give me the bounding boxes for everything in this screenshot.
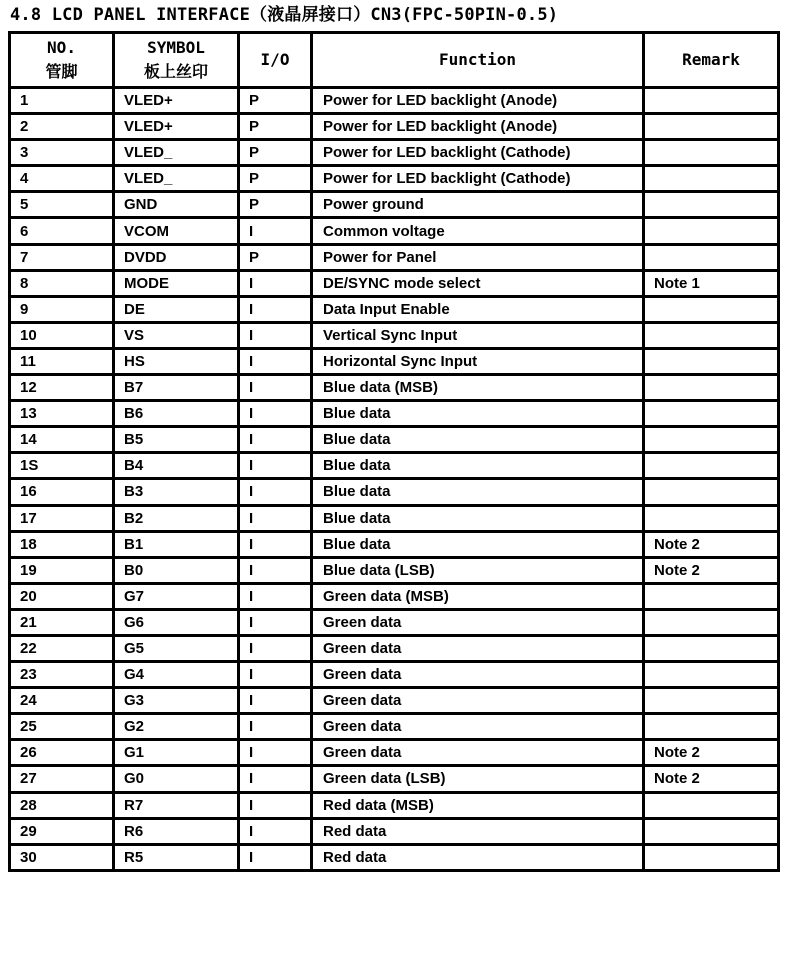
cell-remark bbox=[644, 635, 779, 661]
table-row bbox=[10, 427, 779, 453]
table-row bbox=[10, 296, 779, 322]
cell-io: I bbox=[239, 688, 312, 714]
cell-function: Green data (MSB) bbox=[312, 583, 644, 609]
cell-no: 17 bbox=[10, 505, 114, 531]
cell-remark bbox=[644, 218, 779, 244]
cell-remark bbox=[644, 844, 779, 870]
cell-remark bbox=[644, 714, 779, 740]
cell-no: 29 bbox=[10, 818, 114, 844]
column-header-function: Function bbox=[312, 33, 644, 88]
cell-function: Blue data bbox=[312, 531, 644, 557]
cell-io: I bbox=[239, 322, 312, 348]
cell-no: 11 bbox=[10, 348, 114, 374]
cell-no: 25 bbox=[10, 714, 114, 740]
cell-function: Green data bbox=[312, 740, 644, 766]
column-header-symbol bbox=[114, 33, 239, 88]
cell-remark: Note 2 bbox=[644, 557, 779, 583]
cell-io: I bbox=[239, 844, 312, 870]
cell-no: 1S bbox=[10, 453, 114, 479]
cell-function: Power for LED backlight (Anode) bbox=[312, 114, 644, 140]
cell-remark bbox=[644, 427, 779, 453]
cell-symbol: G4 bbox=[114, 662, 239, 688]
cell-no: 19 bbox=[10, 557, 114, 583]
cell-function: Blue data bbox=[312, 427, 644, 453]
table-row bbox=[10, 401, 779, 427]
column-header-no bbox=[10, 33, 114, 88]
table-row bbox=[10, 635, 779, 661]
cell-symbol: B4 bbox=[114, 453, 239, 479]
cell-io: P bbox=[239, 244, 312, 270]
cell-symbol: DE bbox=[114, 296, 239, 322]
cell-io: I bbox=[239, 218, 312, 244]
cell-no: 27 bbox=[10, 766, 114, 792]
cell-function: Green data (LSB) bbox=[312, 766, 644, 792]
cell-io: I bbox=[239, 557, 312, 583]
cell-function: Blue data bbox=[312, 453, 644, 479]
cell-symbol: VLED+ bbox=[114, 88, 239, 114]
table-row bbox=[10, 714, 779, 740]
cell-remark bbox=[644, 583, 779, 609]
table-row bbox=[10, 609, 779, 635]
table-row bbox=[10, 662, 779, 688]
column-header-no-en: NO. bbox=[47, 38, 76, 57]
cell-io: P bbox=[239, 192, 312, 218]
cell-symbol: VLED+ bbox=[114, 114, 239, 140]
column-header-symbol-en: SYMBOL bbox=[147, 38, 205, 57]
cell-function: Power for LED backlight (Cathode) bbox=[312, 166, 644, 192]
cell-symbol: R6 bbox=[114, 818, 239, 844]
cell-io: I bbox=[239, 583, 312, 609]
cell-symbol: G2 bbox=[114, 714, 239, 740]
cell-symbol: G7 bbox=[114, 583, 239, 609]
table-row bbox=[10, 844, 779, 870]
cell-function: Blue data bbox=[312, 401, 644, 427]
cell-function: Horizontal Sync Input bbox=[312, 348, 644, 374]
table-row bbox=[10, 375, 779, 401]
cell-no: 9 bbox=[10, 296, 114, 322]
pin-table-body bbox=[10, 88, 779, 871]
cell-symbol: G0 bbox=[114, 766, 239, 792]
cell-symbol: R5 bbox=[114, 844, 239, 870]
cell-remark: Note 2 bbox=[644, 740, 779, 766]
cell-remark: Note 2 bbox=[644, 531, 779, 557]
table-row bbox=[10, 192, 779, 218]
cell-symbol: VCOM bbox=[114, 218, 239, 244]
table-row bbox=[10, 140, 779, 166]
table-row bbox=[10, 453, 779, 479]
cell-io: P bbox=[239, 114, 312, 140]
cell-remark bbox=[644, 375, 779, 401]
cell-remark bbox=[644, 348, 779, 374]
cell-function: Green data bbox=[312, 688, 644, 714]
cell-no: 3 bbox=[10, 140, 114, 166]
table-row bbox=[10, 531, 779, 557]
cell-io: I bbox=[239, 740, 312, 766]
cell-symbol: VLED_ bbox=[114, 140, 239, 166]
cell-function: Vertical Sync Input bbox=[312, 322, 644, 348]
cell-io: I bbox=[239, 531, 312, 557]
cell-no: 13 bbox=[10, 401, 114, 427]
table-row bbox=[10, 505, 779, 531]
table-row bbox=[10, 88, 779, 114]
cell-no: 14 bbox=[10, 427, 114, 453]
lcd-panel-interface-table bbox=[8, 31, 780, 872]
cell-remark bbox=[644, 505, 779, 531]
cell-no: 8 bbox=[10, 270, 114, 296]
table-row bbox=[10, 479, 779, 505]
table-row bbox=[10, 792, 779, 818]
cell-function: Power ground bbox=[312, 192, 644, 218]
cell-function: Power for LED backlight (Anode) bbox=[312, 88, 644, 114]
cell-function: Blue data bbox=[312, 505, 644, 531]
cell-io: I bbox=[239, 609, 312, 635]
cell-no: 2 bbox=[10, 114, 114, 140]
cell-function: Blue data bbox=[312, 479, 644, 505]
cell-symbol: B6 bbox=[114, 401, 239, 427]
cell-io: I bbox=[239, 818, 312, 844]
cell-remark bbox=[644, 192, 779, 218]
cell-remark bbox=[644, 401, 779, 427]
cell-symbol: G5 bbox=[114, 635, 239, 661]
table-row bbox=[10, 583, 779, 609]
table-row bbox=[10, 322, 779, 348]
cell-symbol: VLED_ bbox=[114, 166, 239, 192]
cell-io: I bbox=[239, 270, 312, 296]
cell-function: Data Input Enable bbox=[312, 296, 644, 322]
cell-no: 22 bbox=[10, 635, 114, 661]
cell-symbol: B5 bbox=[114, 427, 239, 453]
cell-symbol: HS bbox=[114, 348, 239, 374]
cell-symbol: B1 bbox=[114, 531, 239, 557]
table-row bbox=[10, 218, 779, 244]
cell-symbol: R7 bbox=[114, 792, 239, 818]
table-row bbox=[10, 557, 779, 583]
cell-function: Green data bbox=[312, 714, 644, 740]
cell-symbol: B0 bbox=[114, 557, 239, 583]
cell-function: Green data bbox=[312, 609, 644, 635]
cell-io: I bbox=[239, 766, 312, 792]
header-row bbox=[10, 33, 779, 88]
cell-io: P bbox=[239, 140, 312, 166]
cell-remark bbox=[644, 792, 779, 818]
table-row bbox=[10, 688, 779, 714]
cell-no: 21 bbox=[10, 609, 114, 635]
cell-symbol: G1 bbox=[114, 740, 239, 766]
cell-function: Green data bbox=[312, 635, 644, 661]
column-header-no-zh: 管脚 bbox=[45, 62, 78, 81]
column-header-symbol-zh: 板上丝印 bbox=[143, 62, 208, 81]
cell-io: I bbox=[239, 375, 312, 401]
table-row bbox=[10, 818, 779, 844]
cell-io: I bbox=[239, 296, 312, 322]
cell-io: I bbox=[239, 662, 312, 688]
table-row bbox=[10, 270, 779, 296]
cell-no: 10 bbox=[10, 322, 114, 348]
cell-remark: Note 1 bbox=[644, 270, 779, 296]
table-row bbox=[10, 766, 779, 792]
cell-function: Common voltage bbox=[312, 218, 644, 244]
cell-remark bbox=[644, 688, 779, 714]
cell-no: 6 bbox=[10, 218, 114, 244]
column-header-remark: Remark bbox=[644, 33, 779, 88]
table-header bbox=[10, 33, 779, 88]
cell-no: 24 bbox=[10, 688, 114, 714]
cell-no: 12 bbox=[10, 375, 114, 401]
cell-function: Power for Panel bbox=[312, 244, 644, 270]
cell-remark bbox=[644, 322, 779, 348]
cell-remark bbox=[644, 114, 779, 140]
cell-no: 20 bbox=[10, 583, 114, 609]
cell-no: 28 bbox=[10, 792, 114, 818]
cell-remark bbox=[644, 479, 779, 505]
cell-io: P bbox=[239, 88, 312, 114]
cell-symbol: B7 bbox=[114, 375, 239, 401]
cell-io: I bbox=[239, 348, 312, 374]
cell-no: 5 bbox=[10, 192, 114, 218]
cell-io: I bbox=[239, 401, 312, 427]
cell-symbol: G3 bbox=[114, 688, 239, 714]
cell-remark bbox=[644, 244, 779, 270]
cell-symbol: GND bbox=[114, 192, 239, 218]
cell-remark bbox=[644, 140, 779, 166]
cell-symbol: VS bbox=[114, 322, 239, 348]
cell-io: I bbox=[239, 505, 312, 531]
cell-symbol: B2 bbox=[114, 505, 239, 531]
cell-no: 4 bbox=[10, 166, 114, 192]
cell-remark bbox=[644, 609, 779, 635]
cell-io: I bbox=[239, 792, 312, 818]
cell-io: I bbox=[239, 453, 312, 479]
cell-function: Blue data (LSB) bbox=[312, 557, 644, 583]
cell-remark: Note 2 bbox=[644, 766, 779, 792]
cell-symbol: MODE bbox=[114, 270, 239, 296]
table-row bbox=[10, 114, 779, 140]
section-title: 4.8 LCD PANEL INTERFACE（液晶屏接口）CN3(FPC-50PIN-0.5) bbox=[10, 5, 559, 25]
cell-io: I bbox=[239, 714, 312, 740]
cell-symbol: G6 bbox=[114, 609, 239, 635]
cell-io: I bbox=[239, 427, 312, 453]
cell-function: DE/SYNC mode select bbox=[312, 270, 644, 296]
cell-remark bbox=[644, 662, 779, 688]
cell-function: Power for LED backlight (Cathode) bbox=[312, 140, 644, 166]
cell-function: Green data bbox=[312, 662, 644, 688]
cell-symbol: DVDD bbox=[114, 244, 239, 270]
cell-remark bbox=[644, 453, 779, 479]
table-row bbox=[10, 740, 779, 766]
cell-no: 30 bbox=[10, 844, 114, 870]
table-row bbox=[10, 244, 779, 270]
cell-symbol: B3 bbox=[114, 479, 239, 505]
cell-remark bbox=[644, 166, 779, 192]
cell-io: P bbox=[239, 166, 312, 192]
table-row bbox=[10, 166, 779, 192]
cell-function: Red data (MSB) bbox=[312, 792, 644, 818]
table-row bbox=[10, 348, 779, 374]
cell-remark bbox=[644, 818, 779, 844]
cell-function: Red data bbox=[312, 818, 644, 844]
cell-function: Blue data (MSB) bbox=[312, 375, 644, 401]
cell-no: 18 bbox=[10, 531, 114, 557]
cell-no: 1 bbox=[10, 88, 114, 114]
cell-no: 26 bbox=[10, 740, 114, 766]
cell-remark bbox=[644, 88, 779, 114]
cell-function: Red data bbox=[312, 844, 644, 870]
cell-io: I bbox=[239, 635, 312, 661]
cell-io: I bbox=[239, 479, 312, 505]
cell-no: 7 bbox=[10, 244, 114, 270]
cell-remark bbox=[644, 296, 779, 322]
cell-no: 23 bbox=[10, 662, 114, 688]
column-header-io: I/O bbox=[239, 33, 312, 88]
cell-no: 16 bbox=[10, 479, 114, 505]
